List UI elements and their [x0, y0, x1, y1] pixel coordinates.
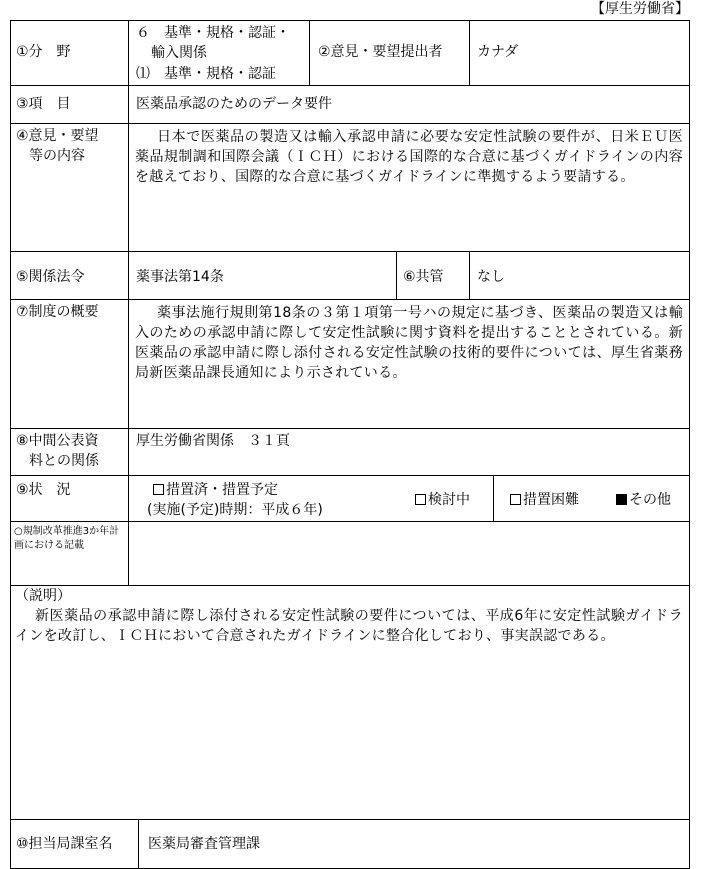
field10-label-cell — [10, 819, 139, 869]
field8-value-cell — [128, 428, 690, 476]
field2-value-cell — [469, 20, 690, 86]
field6-value: なし — [477, 269, 505, 285]
field8-label-line1: ⑧中間公表資 — [16, 433, 99, 449]
field6-value-cell — [469, 251, 690, 300]
status-option-other-label: その他 — [629, 492, 671, 508]
agency-header: 【厚生労働省】 — [591, 1, 689, 17]
explanation-heading: （説明） — [15, 588, 71, 604]
status-option-difficult — [510, 490, 579, 510]
field7-label-cell — [10, 299, 129, 429]
field1-line2: 輸入関係 — [151, 45, 207, 61]
reform-label: ○規制改革推進3か年計画における記載 — [14, 526, 120, 551]
status-option-other — [616, 490, 671, 510]
field2-label: ②意見・要望提出者 — [318, 44, 443, 60]
status-option-considering — [415, 490, 470, 510]
field4-text: 日本で医薬品の製造又は輸入承認申請に必要な安定性試験の要件が、日米ＥＵ医薬品規制調和国際会議（ＩＣＨ）における国際的な合意に基づくガイドラインの内容を越えており、国際的な合意に基づくガイドラインに準拠するよう要請する。 — [135, 129, 683, 185]
field3-value: 医薬品承認のためのデータ要件 — [136, 96, 332, 112]
field4-label-line2: 等の内容 — [29, 148, 85, 164]
field5-label: ⑤関係法令 — [16, 269, 85, 285]
field1-line1: ６ 基準・規格・認証・ — [136, 25, 290, 41]
field4-label-line1: ④意見・要望 — [16, 128, 99, 144]
field3-label: ③項 目 — [16, 96, 71, 112]
field8-label-line2: 料との関係 — [29, 453, 99, 469]
field1-value-cell — [128, 20, 310, 86]
checkbox-considering — [415, 494, 426, 505]
status-option-considering-label: 検討中 — [428, 492, 470, 508]
field2-label-cell — [309, 20, 470, 86]
field6-label-cell — [396, 251, 470, 300]
field7-text: 薬事法施行規則第18条の３第１項第一号ハの規定に基づき、医薬品の製造又は輸入のための承認申請に際して安定性試験に関す資料を提出することとされている。新医薬品の承認申請に際し添付される安定性試験の技術的要件については、厚生省薬務局新医薬品課長通知により示されている。 — [135, 305, 683, 381]
field7-label: ⑦制度の概要 — [16, 304, 99, 320]
field1-label-cell — [10, 20, 129, 86]
field10-value-cell — [138, 819, 690, 869]
checkbox-other-checked — [616, 494, 627, 505]
field9-other-cell — [493, 475, 690, 522]
field10-label: ⑩担当局課室名 — [16, 836, 113, 852]
field5-value-cell — [128, 251, 397, 300]
field10-value: 医薬局審査管理課 — [148, 836, 260, 852]
field4-label-cell — [10, 123, 129, 252]
explanation-cell — [10, 585, 690, 820]
field8-value: 厚生労働省関係 ３１頁 — [136, 433, 290, 449]
field1-line3: ⑴ 基準・規格・認証 — [136, 66, 276, 82]
field5-label-cell — [10, 251, 129, 300]
field1-label: ①分 野 — [16, 44, 71, 60]
field4-value-cell — [128, 123, 690, 252]
field6-label: ⑥共管 — [403, 269, 444, 285]
status-option-measured-detail: (実施(予定)時期：平成６年) — [147, 502, 323, 518]
field9-label-cell — [10, 475, 129, 522]
field8-label-cell — [10, 428, 129, 476]
explanation-text: 新医薬品の承認申請に際し添付される安定性試験の要件については、平成6年に安定性試験ガイドラインを改訂し、ＩＣＨにおいて合意されたガイドラインに整合化しており、事実誤認である。 — [15, 608, 683, 644]
status-option-measured-label: 措置済・措置予定 — [166, 482, 278, 498]
status-option-difficult-label: 措置困難 — [523, 492, 579, 508]
reform-value-cell — [128, 521, 690, 586]
status-option-measured — [153, 480, 278, 500]
field5-value: 薬事法第14条 — [136, 269, 224, 285]
field2-value: カナダ — [477, 44, 519, 60]
checkbox-difficult — [510, 494, 521, 505]
field9-label: ⑨状 況 — [16, 482, 71, 498]
field7-value-cell — [128, 299, 690, 429]
field3-value-cell — [128, 85, 690, 124]
field3-label-cell — [10, 85, 129, 124]
field9-options-cell — [128, 475, 494, 522]
checkbox-measured — [153, 484, 164, 495]
reform-label-cell — [10, 521, 129, 586]
